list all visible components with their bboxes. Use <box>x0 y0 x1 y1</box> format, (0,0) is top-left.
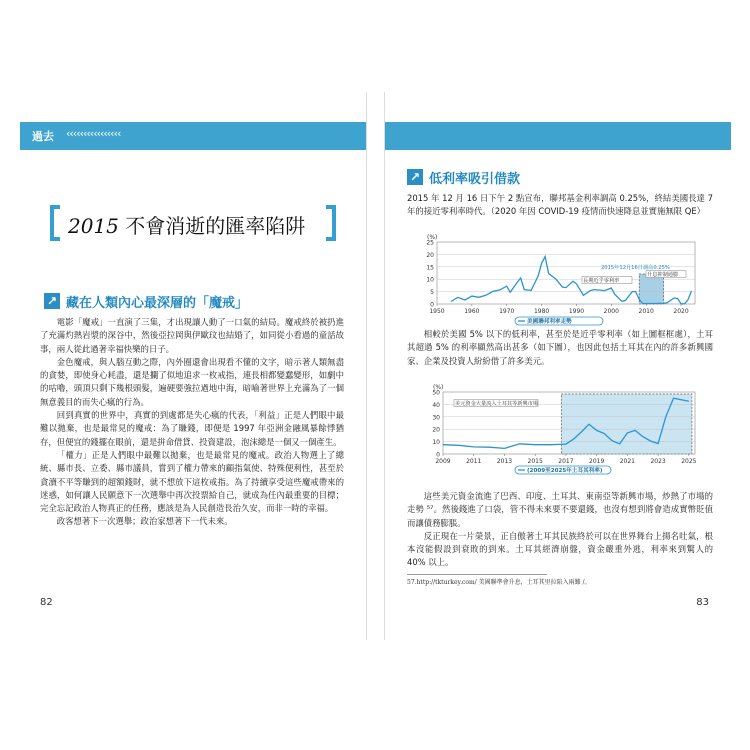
chapter-year: 2015 <box>68 214 119 238</box>
x-tick-label: 2013 <box>496 458 513 465</box>
x-tick-label: 2000 <box>603 308 619 315</box>
section-title: 低利率吸引借款 <box>429 172 521 187</box>
paragraph: 這些美元資金流進了巴西、印度、土耳其、東南亞等新興市場，炒熱了市場的走勢 ⁵⁷。然後錢進了口袋，管不得未來要不要還錢，也沒有想到將會造成實幣貶值而讓債務膨脹。 <box>407 491 713 528</box>
left-bracket <box>50 205 60 241</box>
paragraph: 回到真實的世界中，真實的到處都是失心瘋的代表，「利益」正是人們眼中最難以拋棄，也是最常見的魔戒：為了賺錢，即便是 1997 年亞洲金融風暴餘悸猶存，但便宜的錢擺在眼前，還是拼命借貸、投資建設，泡沫總是一個又一個產生。 <box>40 410 344 447</box>
x-tick-label: 2025 <box>681 458 697 465</box>
chapter-title <box>50 205 336 241</box>
y-tick-label: 20 <box>426 251 434 259</box>
paragraph: 金色魔戒，與人腦互動之際，內外圈還會出現看不懂的文字，暗示著人類無盡的貪婪，即使身心耗盡，還是攔了似地追求一枚戒指，連長相都變蠢變形，如劇中的咕嚕，頭頂只剩下幾根頭髮，遍硬要強拉過地中海，暗喻著世界上充滿為了一個無意義目的而失心瘋的行為。 <box>40 356 344 407</box>
y-tick-label: 10 <box>432 439 440 447</box>
x-tick-label: 1960 <box>464 308 480 315</box>
legend-label: (2009至2025年土耳其利率) <box>527 468 603 475</box>
y-tick-label: 10 <box>426 276 434 284</box>
x-tick-label: 2010 <box>638 308 654 315</box>
annotation-text: 2015年12月16日調高0.25% <box>601 265 670 271</box>
legend-label: 美國聯邦利率走勢 <box>527 319 572 326</box>
x-tick-label: 1950 <box>429 308 445 315</box>
intro-text: 2015 年 12 月 16 日下午 2 點宣布，聯邦基金利率調高 0.25%，終結美國長達 7 年的接近零利率時代。（2020 年因 COVID-19 疫情而快速降息並實施無限 QE） <box>407 193 713 217</box>
y-tick-label: 30 <box>432 414 440 422</box>
x-tick-label: 2021 <box>619 458 636 465</box>
paragraphs-3-4 <box>407 490 713 570</box>
left-body <box>40 316 344 529</box>
paragraph: 相較於美國 5% 以下的低利率，甚至於是近乎零利率（如上圖框框處），土耳其超過 5% 的利率顯然高出甚多（如下圖），也因此包括土耳其在內的許多新興國家、企業及投資人紛紛借了許多美元。 <box>407 329 713 366</box>
x-tick-label: 1980 <box>533 308 550 315</box>
x-tick-label: 2011 <box>466 458 482 465</box>
header-band <box>20 122 366 150</box>
footnote: 57.http://tkturkey.com/ 美國聯準會升息，土耳其里拉陷入兩難 /。 <box>407 579 591 586</box>
x-tick-label: 1990 <box>568 308 585 315</box>
x-tick-label: 2017 <box>558 458 574 465</box>
paragraph: 政客想著下一次選舉；政治家想著下一代未來。 <box>56 516 233 527</box>
y-tick-label: 15 <box>426 264 434 272</box>
paragraph: 「權力」正是人們眼中最難以拋棄，也是最常見的魔戒。政治人物選上了總統、縣市長、立委、縣市議員，嘗到了權力帶來的顧指氣使、特殊便利性，甚至於貪瀆不平等賺到的超額錢財，就不想放下這枚戒指。為了持續享受這些魔戒帶來的迷惑，如何讓人民願意下一次選舉中再次投票給自己，就成為任內最重要的目標；完全忘記政治人物真正的任務，應該是為人民創造長治久安，而非一時的幸福。 <box>40 449 344 514</box>
section-heading <box>407 168 707 186</box>
section-title: 藏在人類內心最深層的「魔戒」 <box>66 296 249 311</box>
highlight-box <box>561 394 692 454</box>
x-tick-label: 2023 <box>650 458 666 465</box>
y-tick-label: 25 <box>426 239 434 247</box>
y-unit-label: (%) <box>427 234 438 241</box>
annotation-text: 升息抑制通膨 <box>647 272 679 278</box>
page-number: 83 <box>696 597 709 608</box>
y-tick-label: 50 <box>432 389 440 397</box>
us-rate-chart <box>403 232 703 332</box>
page-number: 82 <box>40 597 53 608</box>
y-tick-label: 40 <box>432 401 440 409</box>
y-tick-label: 5 <box>430 289 434 297</box>
paragraph: 反正現在一片榮景，正自傲著土耳其民族終於可以在世界舞台上揚名吐氣，根本沒能假設到衰敗的到來。土耳其經濟崩盤，資金嚴重外逃，利率來到驚人的 40% 以上。 <box>407 530 713 568</box>
y-tick-label: 0 <box>430 301 434 309</box>
turkey-rate-chart <box>403 382 703 482</box>
arrow-up-right-icon: ↗ <box>44 293 60 309</box>
annotation-text: 美元資金大量流入土耳其等新興市場 <box>455 401 539 407</box>
header-band <box>385 122 731 150</box>
annotation-text: 長期近乎零利率 <box>583 278 620 284</box>
x-tick-label: 2009 <box>435 458 451 465</box>
y-unit-label: (%) <box>433 384 444 391</box>
footnote-rule <box>407 574 547 575</box>
right-page <box>384 92 731 640</box>
right-bracket <box>326 205 336 241</box>
x-tick-label: 1970 <box>499 308 515 315</box>
highlight-box <box>639 274 663 304</box>
header-arrows: ‹‹‹‹‹‹‹‹‹‹‹‹‹‹‹‹ <box>66 127 121 140</box>
x-tick-label: 2019 <box>589 458 605 465</box>
x-tick-label: 2015 <box>527 458 543 465</box>
header-label: 過去 <box>32 130 54 143</box>
x-tick-label: 2020 <box>673 308 689 315</box>
paragraph: 電影「魔戒」一直演了三集，才出現讓人動了一口氣的結局。魔戒終於被扔進了充滿灼熱岩漿的深谷中，然後亞拉岡與伊歐玟也結婚了，如同從小看過的童話故事，兩人從此過著幸福快樂的日子。 <box>40 317 344 354</box>
left-page <box>20 92 367 640</box>
paragraph-2 <box>407 328 713 368</box>
section-heading <box>44 292 344 310</box>
y-tick-label: 20 <box>432 426 440 434</box>
chapter-title-text: 不會消逝的匯率陷阱 <box>118 214 306 238</box>
y-tick-label: 0 <box>436 451 440 459</box>
arrow-up-right-icon: ↗ <box>407 169 423 185</box>
